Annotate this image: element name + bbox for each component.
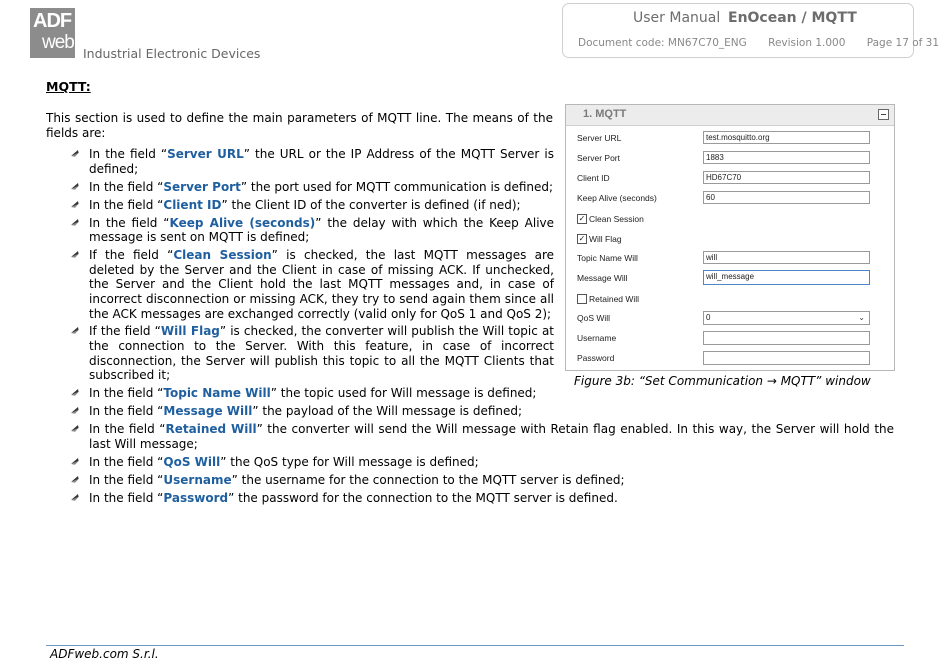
bullet-arrow-icon: [70, 456, 80, 466]
item-text-pre: In the field “: [89, 422, 166, 437]
bullet-arrow-icon: [70, 217, 80, 227]
message-will-label: Message Will: [577, 273, 628, 283]
password-label: Password: [577, 353, 615, 363]
list-item: [70, 216, 554, 245]
chevron-down-icon: ⌄: [858, 313, 865, 322]
footer-company: ADFweb.com S.r.l.: [50, 647, 159, 661]
item-text-pre: In the field “: [89, 404, 164, 419]
list-item: [70, 147, 554, 176]
bullet-arrow-icon: [70, 405, 80, 415]
will-flag-label: Will Flag: [589, 234, 622, 244]
username-input[interactable]: [703, 331, 870, 345]
item-keyword: Username: [163, 472, 232, 487]
collapse-icon[interactable]: [878, 109, 889, 120]
page-number: Page 17 of 31: [866, 37, 940, 49]
bullet-arrow-icon: [70, 325, 80, 335]
item-keyword: Password: [163, 490, 229, 505]
will-flag-checkbox[interactable]: ✓: [578, 234, 586, 243]
item-text-pre: If the field “: [89, 248, 174, 263]
bullet-arrow-icon: [70, 423, 80, 433]
message-will-input[interactable]: will_message: [703, 270, 870, 285]
item-text-post: ” the converter will send the Will message with Retain flag enabled. In this way, the Server will hold the last Will message;: [89, 422, 895, 451]
section-intro: This section is used to define the main parameters of MQTT line. The means of the fields are:: [46, 111, 553, 140]
bullet-arrow-icon: [70, 148, 80, 158]
footer-divider: [46, 645, 904, 646]
document-code: Document code: MN67C70_ENG: [578, 37, 747, 49]
list-item: [70, 198, 554, 213]
clean-session-label: Clean Session: [589, 214, 644, 224]
keep-alive-input[interactable]: 60: [703, 191, 870, 204]
company-tagline: Industrial Electronic Devices: [83, 46, 261, 61]
bullet-arrow-icon: [70, 474, 80, 484]
adfweb-logo: [30, 8, 75, 58]
section-title: MQTT:: [46, 79, 91, 94]
client-id-input[interactable]: HD67C70: [703, 171, 870, 184]
list-item: [70, 473, 894, 488]
topic-name-will-input[interactable]: will: [703, 251, 870, 264]
retained-will-checkbox[interactable]: [577, 294, 587, 304]
server-port-input[interactable]: 1883: [703, 151, 870, 164]
list-item: [70, 324, 554, 382]
item-text-pre: In the field “: [89, 197, 164, 212]
item-text-post: ” the payload of the Will message is defined;: [252, 404, 523, 419]
item-text-pre: In the field “: [89, 215, 170, 230]
server-url-input[interactable]: test.mosquitto.org: [703, 131, 870, 144]
item-keyword: Keep Alive (seconds): [169, 215, 316, 230]
username-label: Username: [577, 333, 617, 343]
qos-will-select[interactable]: [703, 311, 870, 325]
item-keyword: Client ID: [163, 197, 222, 212]
password-input[interactable]: [703, 351, 870, 365]
list-item: [70, 386, 894, 401]
client-id-label: Client ID: [577, 173, 610, 183]
item-text-post: ” the URL or the IP Address of the MQTT Server is defined;: [89, 147, 555, 176]
topic-name-will-label: Topic Name Will: [577, 253, 638, 263]
document-header-box: [562, 3, 940, 58]
logo-text-top: ADF: [33, 10, 72, 32]
item-text-pre: In the field “: [89, 147, 168, 161]
panel-title: 1. MQTT: [583, 108, 627, 120]
item-keyword: Retained Will: [165, 422, 257, 437]
bullet-arrow-icon: [70, 492, 80, 502]
item-text-pre: In the field “: [89, 386, 164, 401]
item-text-post: ” the topic used for Will message is defined;: [270, 386, 537, 401]
list-item: [70, 180, 554, 195]
item-text-post: ” the password for the connection to the MQTT server is defined.: [228, 490, 618, 505]
list-item: [70, 248, 554, 321]
list-item: [70, 455, 894, 470]
manual-label: User Manual: [633, 10, 721, 26]
item-keyword: Will Flag: [160, 324, 220, 339]
document-meta: [578, 37, 939, 49]
bullet-arrow-icon: [70, 387, 80, 397]
item-text-post: ” the delay with which the Keep Alive message is sent on MQTT is defined;: [89, 215, 555, 245]
item-text-post: ” the Client ID of the converter is defined (if ned);: [221, 197, 521, 212]
item-keyword: Server Port: [163, 179, 241, 194]
panel-title-bar: [566, 105, 894, 126]
item-keyword: Message Will: [163, 404, 253, 419]
bullet-arrow-icon: [70, 199, 80, 209]
list-item: [70, 404, 894, 419]
item-text-pre: In the field “: [89, 490, 164, 505]
qos-will-label: QoS Will: [577, 313, 611, 323]
document-revision: Revision 1.000: [768, 37, 846, 49]
item-text-pre: If the field “: [89, 324, 161, 339]
item-text-pre: In the field “: [89, 179, 164, 194]
item-keyword: Server URL: [167, 147, 244, 161]
list-item: [70, 491, 894, 506]
item-text-post: ” is checked, the last MQTT messages are deleted by the Server and the Client in case of missing ACK. If unchecked, the Server and the Client hold the last MQTT messages and, in case of incorrect disconnection or missing ACK, they try to send again them since all the ACK messages are exchanged correctly (valid only for QoS 1 and QoS 2);: [89, 248, 554, 321]
clean-session-checkbox[interactable]: ✓: [578, 214, 586, 223]
figure-caption: Figure 3b: “Set Communication → MQTT” window: [574, 374, 871, 388]
item-text-post: ” the port used for MQTT communication is defined;: [240, 179, 554, 194]
logo-text-bottom: web: [42, 32, 74, 53]
list-item: [70, 422, 894, 451]
item-text-pre: In the field “: [89, 472, 164, 487]
item-keyword: QoS Will: [163, 454, 221, 469]
item-keyword: Clean Session: [173, 248, 272, 263]
item-text-post: ” the QoS type for Will message is defined;: [220, 454, 479, 469]
bullet-arrow-icon: [70, 181, 80, 191]
item-text-post: ” the username for the connection to the MQTT server is defined;: [231, 472, 625, 487]
document-title: EnOcean / MQTT: [728, 10, 857, 26]
mqtt-settings-panel: [565, 104, 895, 371]
retained-will-label: Retained Will: [589, 294, 640, 304]
item-keyword: Topic Name Will: [163, 386, 271, 401]
server-port-label: Server Port: [577, 153, 620, 163]
bullet-arrow-icon: [70, 249, 80, 259]
item-text-pre: In the field “: [89, 454, 164, 469]
item-text-post: ” is checked, the converter will publish the Will topic at the connection to the Server. With this feature, in case of incorrect disconnection, the Server will publish this topic to all the MQTT Clients that subscribed it;: [89, 324, 554, 383]
keep-alive-label: Keep Alive (seconds): [577, 193, 657, 203]
qos-will-value: 0: [706, 313, 711, 322]
server-url-label: Server URL: [577, 133, 622, 143]
